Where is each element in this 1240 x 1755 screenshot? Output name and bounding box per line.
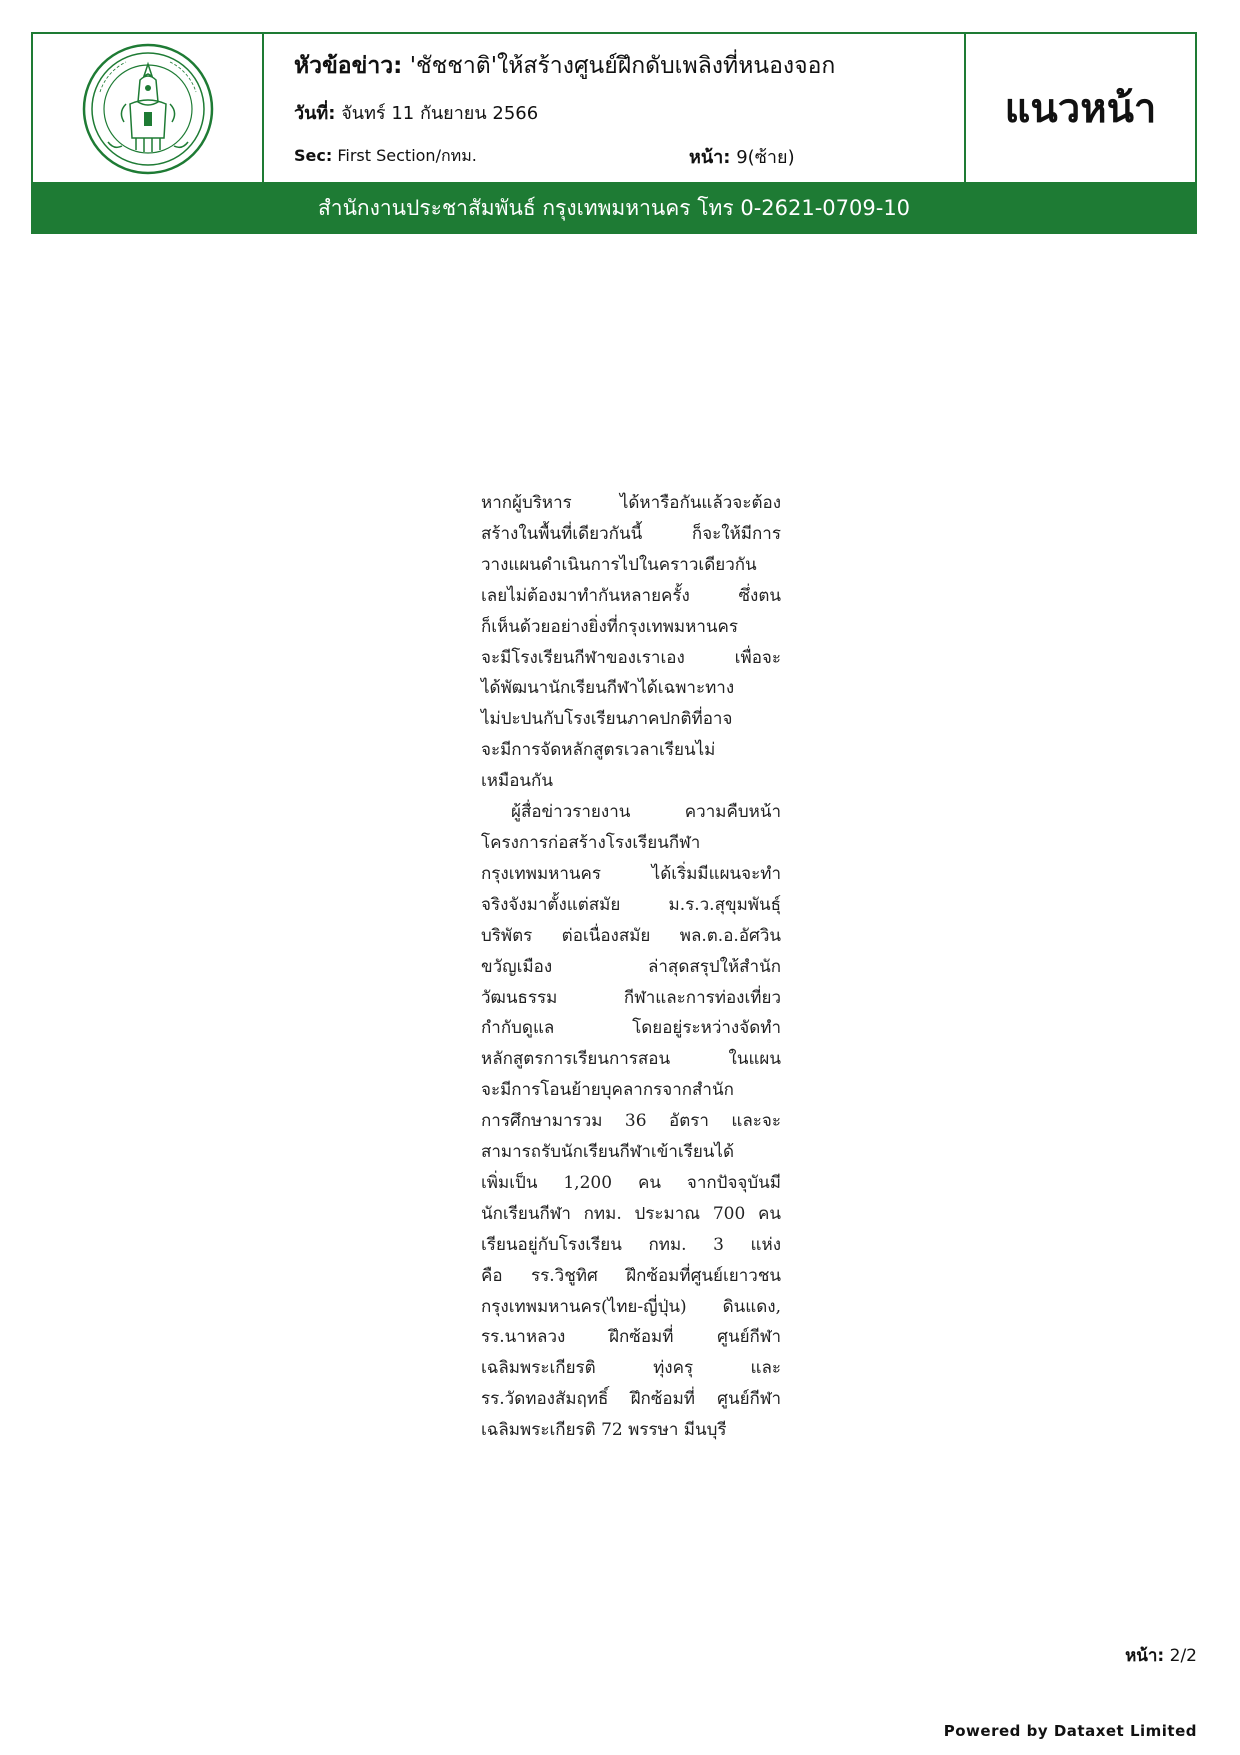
article-line: กรุงเทพมหานคร(ไทย-ญี่ปุ่น) ดินแดง,	[481, 1296, 781, 1317]
article-line: กำกับดูแล โดยอยู่ระหว่างจัดทำ	[481, 1018, 781, 1039]
date-value: จันทร์ 11 กันยายน 2566	[341, 103, 539, 124]
article-line: วัฒนธรรม กีฬาและการท่องเที่ยว	[481, 987, 781, 1008]
article-line: บริพัตร ต่อเนื่องสมัย พล.ต.อ.อัศวิน	[481, 925, 781, 946]
headline-label: หัวข้อข่าว:	[294, 53, 403, 79]
office-contact-bar: สำนักงานประชาสัมพันธ์ กรุงเทพมหานคร โทร 0-2621-0709-10	[31, 182, 1197, 234]
headline-row	[294, 48, 835, 84]
date-label: วันที่:	[294, 103, 336, 124]
article-line: วางแผนดำเนินการไปในคราวเดียวกัน	[481, 554, 757, 575]
page-counter-value: 2/2	[1169, 1646, 1197, 1666]
article-line: ได้พัฒนานักเรียนกีฬาได้เฉพาะทาง	[481, 678, 735, 699]
article-line: สามารถรับนักเรียนกีฬาเข้าเรียนได้	[481, 1142, 735, 1163]
article-line: เพิ่มเป็น 1,200 คน จากปัจจุบันมี	[481, 1172, 781, 1193]
header-box	[31, 32, 1197, 182]
logo-cell	[33, 34, 264, 182]
page-ref-label: หน้า:	[689, 147, 731, 168]
section-row	[294, 144, 477, 169]
article-line: โครงการก่อสร้างโรงเรียนกีฬา	[481, 832, 701, 853]
section-label: Sec:	[294, 146, 333, 165]
powered-by: Powered by Dataxet Limited	[943, 1722, 1197, 1740]
article-line: ไม่ปะปนกับโรงเรียนภาคปกติที่อาจ	[481, 709, 733, 730]
article-line: ผู้สื่อข่าวรายงาน ความคืบหน้า	[511, 802, 781, 823]
category-cell	[966, 34, 1195, 182]
article-line: เลยไม่ต้องมาทำกันหลายครั้ง ซึ่งตน	[481, 585, 781, 606]
article-line: หลักสูตรการเรียนการสอน ในแผน	[481, 1049, 781, 1070]
article-line: จะมีการโอนย้ายบุคลากรจากสำนัก	[481, 1080, 734, 1101]
article-line: จะมีการจัดหลักสูตรเวลาเรียนไม่	[481, 740, 716, 761]
date-row	[294, 98, 538, 127]
article-body	[481, 488, 781, 1446]
article-line: ก็เห็นด้วยอย่างยิ่งที่กรุงเทพมหานคร	[481, 616, 738, 637]
section-value: First Section/กทม.	[337, 146, 477, 165]
article-line: คือ รร.วิชูทิศ ฝึกซ้อมที่ศูนย์เยาวชน	[481, 1265, 781, 1286]
article-line: กรุงเทพมหานคร ได้เริ่มมีแผนจะทำ	[481, 863, 781, 884]
article-line: ขวัญเมือง ล่าสุดสรุปให้สำนัก	[481, 956, 781, 977]
article-line: จริงจังมาตั้งแต่สมัย ม.ร.ว.สุขุมพันธุ์	[481, 894, 781, 915]
page-ref-value: 9(ซ้าย)	[736, 147, 795, 168]
headline: 'ชัชชาติ'ให้สร้างศูนย์ฝึกดับเพลิงที่หนองจอก	[409, 53, 836, 79]
article-line: การศึกษามารวม 36 อัตรา และจะ	[481, 1111, 781, 1132]
article-line: เฉลิมพระเกียรติ 72 พรรษา มีนบุรี	[481, 1420, 727, 1441]
clipping-header	[31, 32, 1197, 234]
article-line: เรียนอยู่กับโรงเรียน กทม. 3 แห่ง	[481, 1234, 781, 1255]
article-line: หากผู้บริหาร ได้หารือกันแล้วจะต้อง	[481, 493, 781, 513]
page-counter	[1125, 1642, 1197, 1669]
newspaper-name: แนวหน้า	[1004, 87, 1157, 131]
article-line: สร้างในพื้นที่เดียวกันนี้ ก็จะให้มีการ	[481, 523, 781, 544]
article-line: เหมือนกัน	[481, 771, 553, 792]
bma-seal-logo	[78, 42, 218, 176]
article-line: นักเรียนกีฬา กทม. ประมาณ 700 คน	[481, 1203, 781, 1224]
article-line: จะมีโรงเรียนกีฬาของเราเอง เพื่อจะ	[481, 647, 781, 668]
page-ref-row	[689, 142, 795, 171]
article-line: รร.วัดทองสัมฤทธิ์ ฝึกซ้อมที่ ศูนย์กีฬา	[481, 1389, 781, 1410]
info-cell	[264, 34, 966, 182]
page-counter-label: หน้า:	[1125, 1646, 1165, 1666]
article-line: รร.นาหลวง ฝึกซ้อมที่ ศูนย์กีฬา	[481, 1327, 781, 1348]
article-line: เฉลิมพระเกียรติ ทุ่งครุ และ	[481, 1358, 781, 1379]
